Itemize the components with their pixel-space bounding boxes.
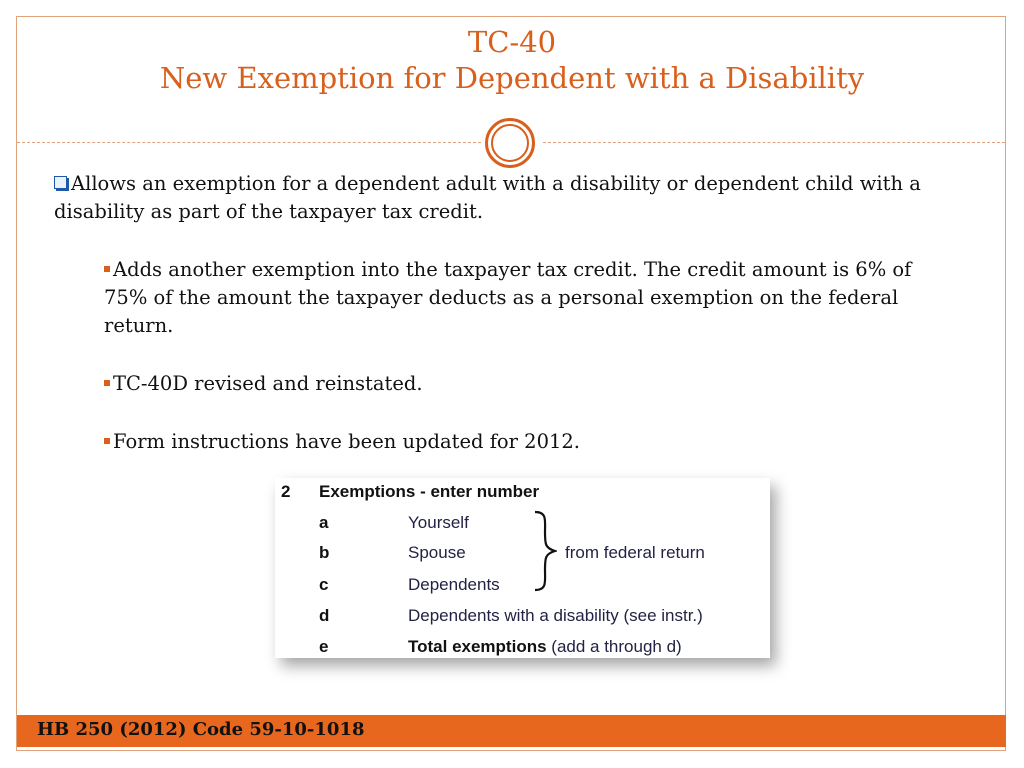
ring-ornament-icon	[485, 118, 535, 168]
title-divider-right	[543, 142, 1005, 143]
slide-body	[54, 170, 984, 456]
brace-label: from federal return	[565, 543, 705, 562]
footer-text: HB 250 (2012) Code 59-10-1018	[37, 719, 365, 740]
square-bullet-icon	[104, 380, 110, 386]
sub-bullet-text: TC-40D revised and reinstated.	[113, 372, 423, 395]
square-bullet-icon	[104, 266, 110, 272]
form-line-number: 2	[281, 482, 291, 501]
main-bullet-text: Allows an exemption for a dependent adult with a disability or dependent child with a disability as part of the taxpayer tax credit.	[54, 172, 921, 223]
form-row-label: Dependents	[408, 575, 500, 594]
square-bullet-icon	[104, 438, 110, 444]
slide-title	[0, 24, 1024, 96]
title-line-2: New Exemption for Dependent with a Disability	[159, 61, 865, 95]
sub-bullet	[104, 428, 949, 456]
form-row-total	[408, 636, 682, 658]
checkbox-bullet-icon	[54, 176, 67, 189]
sub-bullet	[104, 256, 949, 340]
total-label: Total exemptions	[408, 637, 547, 656]
form-heading: Exemptions - enter number	[319, 482, 540, 501]
form-row-label: Dependents with a disability (see instr.)	[408, 606, 703, 625]
footer-bar	[17, 715, 1006, 747]
form-row-letter: c	[319, 575, 329, 594]
title-divider-left	[17, 142, 481, 143]
title-line-1: TC-40	[467, 25, 557, 59]
sub-bullet	[104, 370, 949, 398]
form-row-letter: d	[319, 606, 330, 625]
total-note: (add a through d)	[551, 637, 682, 656]
form-row-letter: b	[319, 543, 330, 562]
form-row-label: Yourself	[408, 513, 469, 532]
form-row-letter: a	[319, 513, 329, 532]
form-row-label: Spouse	[408, 543, 466, 562]
sub-bullet-text: Form instructions have been updated for 2012.	[113, 430, 581, 453]
sub-bullet-text: Adds another exemption into the taxpayer tax credit. The credit amount is 6% of 75% of the amount the taxpayer deducts as a personal exemption on the federal return.	[104, 258, 912, 337]
form-excerpt-image	[275, 478, 770, 658]
form-row-letter: e	[319, 637, 329, 656]
curly-brace-icon	[533, 510, 557, 592]
main-bullet	[54, 170, 984, 226]
